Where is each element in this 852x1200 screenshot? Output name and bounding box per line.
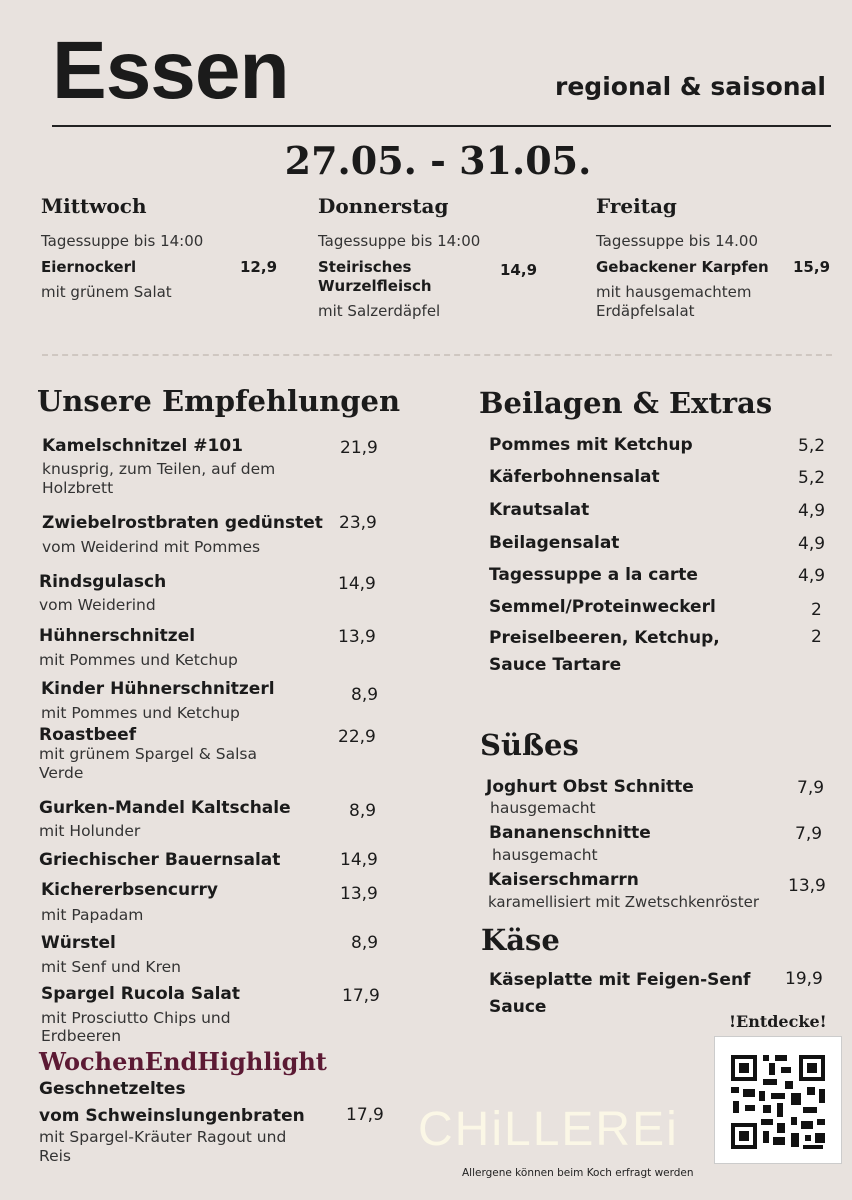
day-side: mit grünem Salat — [41, 283, 172, 301]
day-dish: Gebackener Karpfen — [596, 258, 769, 276]
qr-code-icon[interactable] — [714, 1036, 842, 1164]
sweet-item-price: 7,9 — [797, 778, 825, 798]
sweets-title: Süßes — [480, 728, 579, 762]
menu-item-price: 8,9 — [349, 801, 377, 821]
menu-item-desc: mit Papadam — [41, 906, 144, 924]
side-item-name: Semmel/Proteinweckerl — [489, 597, 716, 617]
weekend-item-desc: Reis — [39, 1147, 71, 1165]
side-item-price: 5,2 — [798, 468, 826, 488]
section-divider — [42, 354, 832, 356]
menu-item-desc: mit Prosciutto Chips und — [41, 1009, 231, 1027]
sweet-item-desc: hausgemacht — [490, 799, 596, 817]
menu-item-desc: mit Pommes und Ketchup — [41, 704, 240, 722]
recommendations-title: Unsere Empfehlungen — [37, 384, 401, 418]
side-item-price: 5,2 — [798, 436, 826, 456]
day-name: Mittwoch — [41, 194, 147, 218]
allergen-note: Allergene können beim Koch erfragt werden — [462, 1167, 694, 1179]
qr-code-graphic — [715, 1037, 841, 1163]
menu-item-name: Rindsgulasch — [39, 572, 167, 592]
day-name: Donnerstag — [318, 194, 449, 218]
menu-item-name: Kinder Hühnerschnitzerl — [41, 679, 275, 699]
menu-item-desc: mit Holunder — [39, 822, 141, 840]
menu-item-price: 14,9 — [338, 574, 376, 594]
day-side: mit Salzerdäpfel — [318, 302, 441, 320]
menu-item-price: 23,9 — [339, 513, 377, 533]
sweet-item-name: Kaiserschmarrn — [488, 870, 639, 890]
menu-item-name: Hühnerschnitzel — [39, 626, 196, 646]
menu-item-price: 8,9 — [351, 933, 379, 953]
menu-item-price: 13,9 — [340, 884, 378, 904]
side-item-name-line2: Sauce Tartare — [489, 655, 622, 675]
page-subtitle: regional & saisonal — [555, 72, 826, 101]
day-price: 15,9 — [793, 258, 831, 276]
side-item-price: 2 — [811, 627, 822, 647]
day-dish-line1: Steirisches — [318, 258, 412, 276]
side-item-name: Krautsalat — [489, 500, 590, 520]
menu-item-price: 21,9 — [340, 438, 378, 458]
date-range: 27.05. - 31.05. — [284, 138, 592, 183]
menu-item-name: Zwiebelrostbraten gedünstet — [42, 513, 323, 533]
day-name: Freitag — [596, 194, 677, 218]
weekend-item-desc: mit Spargel-Kräuter Ragout und — [39, 1128, 287, 1146]
menu-item-name: Griechischer Bauernsalat — [39, 850, 281, 870]
day-dish-line2: Wurzelfleisch — [318, 277, 432, 295]
cheese-item-name-line1: Käseplatte mit Feigen-Senf — [489, 970, 751, 990]
menu-item-name: Kichererbsencurry — [41, 880, 218, 900]
menu-item-desc: vom Weiderind — [39, 596, 156, 614]
weekend-item-name-line1: Geschnetzeltes — [39, 1079, 186, 1099]
menu-item-name: Roastbeef — [39, 725, 137, 745]
day-column-freitag — [596, 194, 836, 321]
menu-item-desc: mit Senf und Kren — [41, 958, 181, 976]
side-item-name: Tagessuppe a la carte — [489, 565, 698, 585]
day-dish: Eiernockerl — [41, 258, 137, 276]
sides-title: Beilagen & Extras — [479, 386, 773, 420]
side-item-price: 2 — [811, 600, 822, 620]
side-item-price: 4,9 — [798, 534, 826, 554]
day-side-line1: mit hausgemachtem — [596, 283, 752, 301]
day-price: 14,9 — [500, 261, 538, 279]
menu-item-desc: mit Pommes und Ketchup — [39, 651, 238, 669]
menu-item-desc: Holzbrett — [42, 479, 114, 497]
day-soup: Tagessuppe bis 14.00 — [596, 232, 759, 250]
sweet-item-desc: karamellisiert mit Zwetschkenröster — [488, 893, 759, 911]
sweet-item-desc: hausgemacht — [492, 846, 598, 864]
weekend-item-price: 17,9 — [346, 1105, 384, 1125]
sweet-item-price: 7,9 — [795, 824, 823, 844]
day-column-donnerstag — [318, 194, 540, 321]
page-title: Essen — [52, 25, 289, 116]
side-item-name: Beilagensalat — [489, 533, 620, 553]
cheese-item-name-line2: Sauce — [489, 997, 547, 1017]
menu-item-name: Würstel — [41, 933, 116, 953]
menu-item-name: Spargel Rucola Salat — [41, 984, 241, 1004]
menu-item-price: 17,9 — [342, 986, 380, 1006]
sweet-item-name: Bananenschnitte — [489, 823, 651, 843]
header-divider — [52, 125, 831, 127]
menu-item-price: 13,9 — [338, 627, 376, 647]
day-side-line2: Erdäpfelsalat — [596, 302, 695, 320]
side-item-price: 4,9 — [798, 566, 826, 586]
menu-item-desc: vom Weiderind mit Pommes — [42, 538, 261, 556]
cheese-title: Käse — [481, 923, 560, 957]
chillerei-logo: CHiLLEREi — [418, 1103, 679, 1156]
menu-item-price: 14,9 — [340, 850, 378, 870]
menu-item-name: Kamelschnitzel #101 — [42, 436, 243, 456]
cheese-item-price: 19,9 — [785, 969, 823, 989]
sweet-item-price: 13,9 — [788, 876, 826, 896]
day-column-mittwoch — [41, 194, 281, 302]
side-item-name: Pommes mit Ketchup — [489, 435, 693, 455]
side-item-name-line1: Preiselbeeren, Ketchup, — [489, 628, 720, 648]
discover-label: !Entdecke! — [729, 1012, 827, 1031]
side-item-price: 4,9 — [798, 501, 826, 521]
menu-item-price: 8,9 — [351, 685, 379, 705]
menu-item-desc: knusprig, zum Teilen, auf dem — [42, 460, 276, 478]
menu-item-desc: mit grünem Spargel & Salsa — [39, 745, 257, 763]
sweet-item-name: Joghurt Obst Schnitte — [486, 777, 694, 797]
day-soup: Tagessuppe bis 14:00 — [41, 232, 204, 250]
side-item-name: Käferbohnensalat — [489, 467, 660, 487]
weekend-item-name-line2: vom Schweinslungenbraten — [39, 1106, 305, 1126]
weekend-highlight-title: WochenEndHighlight — [39, 1047, 327, 1076]
menu-item-price: 22,9 — [338, 727, 376, 747]
day-price: 12,9 — [240, 258, 278, 276]
menu-item-name: Gurken-Mandel Kaltschale — [39, 798, 291, 818]
menu-item-desc: Erdbeeren — [41, 1027, 122, 1045]
menu-item-desc: Verde — [39, 764, 84, 782]
day-soup: Tagessuppe bis 14:00 — [318, 232, 481, 250]
